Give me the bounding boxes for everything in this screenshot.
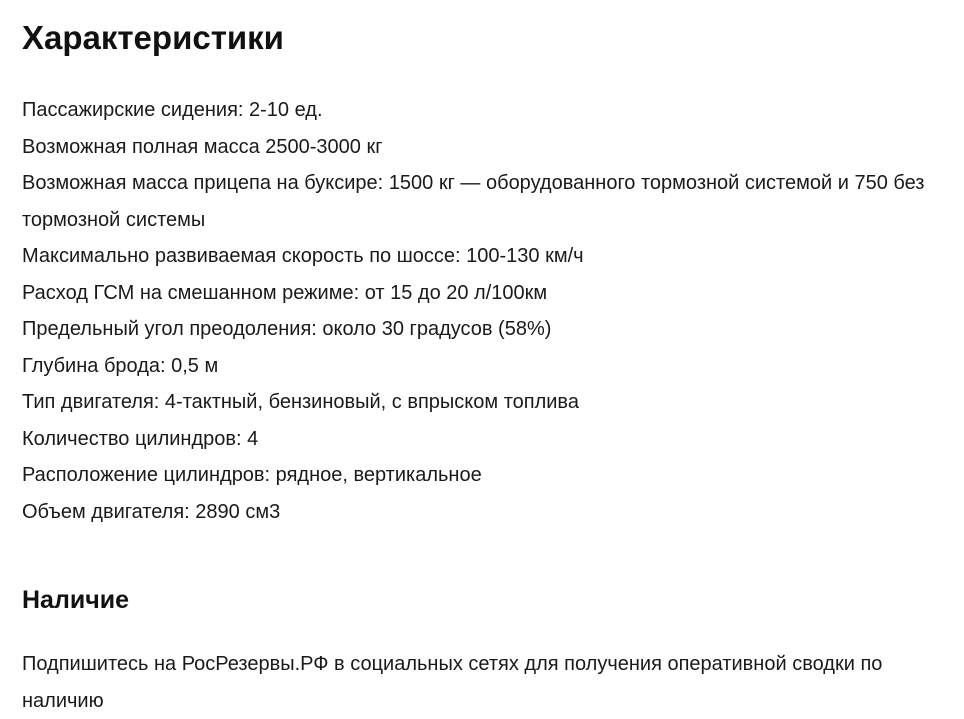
spec-item: Возможная полная масса 2500-3000 кг — [22, 135, 383, 158]
spec-item: Глубина брода: 0,5 м — [22, 354, 219, 377]
availability-text: Подпишитесь на РосРезервы.РФ в социальных сетях для получения оперативной сводки по наличию — [22, 653, 883, 712]
spec-item: Пассажирские сидения: 2-10 ед. — [22, 99, 323, 121]
availability-heading: Наличие — [22, 586, 129, 614]
spec-item: Расположение цилиндров: рядное, вертикальное — [22, 464, 482, 486]
spec-item: Количество цилиндров: 4 — [22, 427, 259, 450]
spec-item: Тип двигателя: 4-тактный, бензиновый, с впрыском топлива — [22, 391, 579, 413]
spec-item: Объем двигателя: 2890 см3 — [22, 500, 281, 523]
spec-item: Предельный угол преодоления: около 30 градусов (58%) — [22, 318, 552, 340]
characteristics-list — [22, 92, 962, 530]
spec-item: Возможная масса прицепа на буксире: 1500 кг — оборудованного тормозной системой и 750 без тормозной системы — [22, 172, 925, 231]
spec-item: Расход ГСМ на смешанном режиме: от 15 до 20 л/100км — [22, 281, 548, 304]
characteristics-heading: Характеристики — [22, 19, 284, 56]
spec-item: Максимально развиваемая скорость по шоссе: 100-130 км/ч — [22, 245, 584, 267]
